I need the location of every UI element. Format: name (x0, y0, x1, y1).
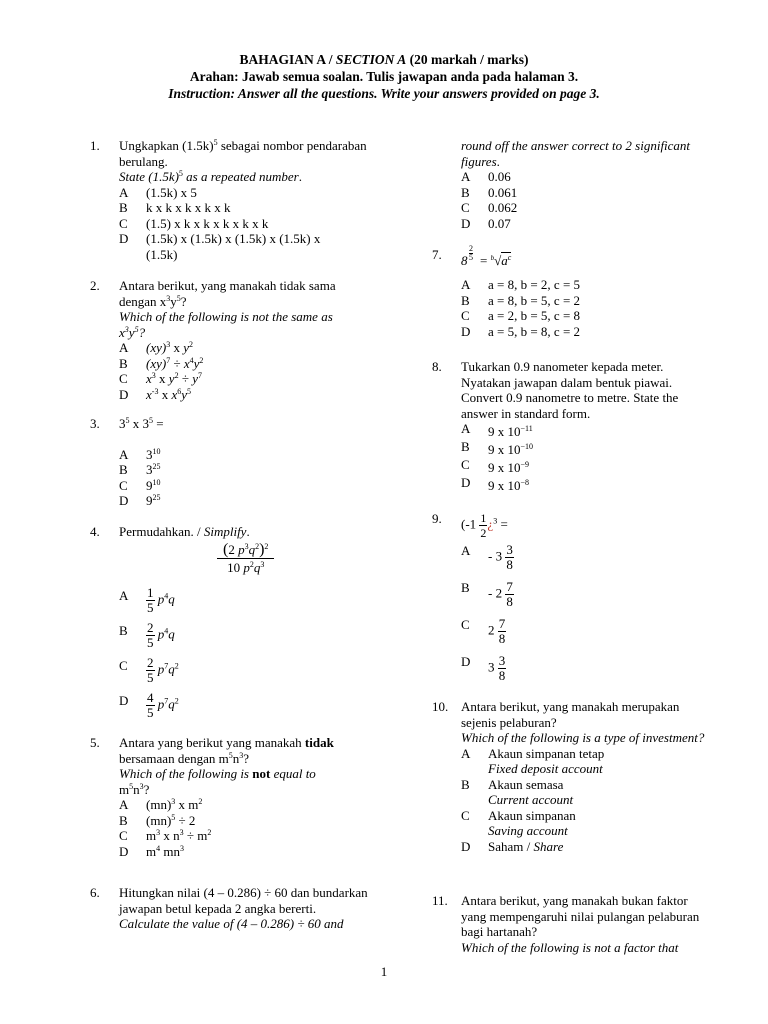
option-d[interactable]: D a = 5, b = 8, c = 2 (461, 323, 581, 339)
question-number: 4. (90, 524, 100, 539)
question-6-bm: Hitungkan nilai (4 – 0.286) ÷ 60 dan bundarkan jawapan betul kepada 2 angka bererti. (119, 885, 368, 916)
option-c[interactable]: C 2 $\frac{7}{8}$ (461, 616, 506, 646)
option-c[interactable]: C a = 2, b = 5, c = 8 (461, 308, 581, 323)
option-c-en: Saving account (488, 823, 568, 838)
question-number: 10. (432, 699, 449, 714)
question-4-expression: $\frac{(2 p^3q^2)^2}{10 p^2q^3}$ (217, 542, 467, 588)
question-6-en-cont: round off the answer correct to 2 significant figures. (461, 138, 691, 169)
option-a[interactable]: A a = 8, b = 2, c = 5 (461, 277, 581, 292)
question-number: 1. (90, 138, 100, 153)
option-d[interactable]: D $x^{-3}$ x $x^6y^5$ (119, 386, 192, 402)
question-6-en: Calculate the value of (4 – 0.286) ÷ 60 and (119, 916, 344, 931)
option-c[interactable]: C 0.062 (461, 200, 518, 215)
option-c[interactable]: C Akaun simpanan (461, 807, 576, 823)
section-heading-en: SECTION A (335, 52, 407, 67)
question-5-en: Which of the following is not equal to (119, 766, 316, 781)
option-a[interactable]: A Akaun simpanan tetap (461, 745, 605, 761)
option-b[interactable]: B Akaun semasa (461, 776, 564, 792)
question-5-bm: Antara yang berikut yang manakah tidak bersamaan dengan $m^5n^3$? (119, 735, 334, 766)
question-10-en: Which of the following is a type of investment? (461, 730, 705, 745)
option-a[interactable]: A $3^{10}$ (119, 446, 161, 462)
option-d[interactable]: D Saham / Share (461, 838, 564, 854)
section-marks: (20 markah / marks) (406, 52, 529, 67)
instruction-bm: Arahan: Jawab semua soalan. Tulis jawapan anda pada halaman 3. (189, 69, 579, 84)
question-5-en-expr: $m^5n^3$? (119, 781, 150, 797)
question-9-stem: (-1 $\frac{1}{2}$ ¿$^3$ = (461, 511, 508, 540)
question-2-en-expr: $x^3y^5$? (119, 324, 146, 340)
option-b-en: Current account (488, 792, 574, 807)
question-3-stem: $3^5$ x $3^5$ = (119, 416, 164, 431)
question-11-en: Which of the following is not a factor that (461, 939, 679, 955)
option-d[interactable]: D $\frac{4}{5}$ $p^7q^2$ (119, 689, 179, 720)
option-c[interactable]: C $x^3$ x $y^2 \div y^7$ (119, 371, 202, 386)
left-column (90, 138, 390, 955)
option-a[interactable]: A (1.5k) x 5 (119, 184, 197, 200)
option-b[interactable]: B 9 x $10^{-10}$ (461, 439, 534, 457)
option-a[interactable]: A 9 x $10^{-11}$ (461, 421, 533, 439)
option-a-en: Fixed deposit account (488, 761, 603, 776)
question-8-stem: Tukarkan 0.9 nanometer kepada meter. Nyatakan jawapan dalam bentuk piawai. Convert 0.9 nanometre to metre. State the answer in standard form. (461, 359, 679, 421)
right-column (432, 138, 712, 963)
question-3 (90, 416, 390, 524)
option-a[interactable]: A (mn)$^3$ x $m^2$ (119, 797, 203, 812)
question-1-en: State $(1.5k)^5$ as a repeated number. (119, 169, 302, 184)
section-heading-bm: BAHAGIAN A / (239, 52, 336, 67)
question-2 (90, 278, 390, 416)
question-11 (432, 893, 712, 963)
option-b[interactable]: B $(xy)^7 \div x^4y^2$ (119, 355, 204, 371)
question-10 (432, 699, 712, 893)
option-d[interactable]: D $m^4$ $mn^3$ (119, 843, 184, 859)
option-c[interactable]: C $\frac{2}{5}$ $p^7q^2$ (119, 654, 179, 685)
question-4-stem: Permudahkan. / Simplify. (119, 524, 250, 539)
question-number: 5. (90, 735, 100, 750)
question-7 (432, 244, 712, 359)
option-d[interactable]: D 0.07 (461, 215, 511, 231)
question-6-continued (432, 138, 712, 247)
question-6 (90, 885, 390, 955)
option-d[interactable]: D $9^{25}$ (119, 493, 161, 508)
option-b[interactable]: B - 2 $\frac{7}{8}$ (461, 579, 513, 609)
option-c[interactable]: C 9 x $10^{-9}$ (461, 457, 530, 475)
question-1-bm: Ungkapkan $(1.5k)^5$ sebagai nombor pendaraban berulang. (119, 138, 367, 169)
question-9 (432, 511, 712, 699)
option-b[interactable]: B $\frac{2}{5}$ $p^4q$ (119, 619, 175, 650)
question-number: 11. (432, 893, 448, 908)
option-a[interactable]: A - 3 $\frac{3}{8}$ (461, 542, 513, 572)
question-number: 2. (90, 278, 100, 293)
question-5 (90, 735, 390, 885)
page-number: 1 (380, 964, 388, 979)
option-b[interactable]: B k x k x k x k x k (119, 200, 231, 215)
option-a[interactable]: A $\frac{1}{5}$ $p^4q$ (119, 584, 175, 615)
option-c[interactable]: C $9^{10}$ (119, 477, 161, 493)
section-heading (0, 52, 768, 68)
question-2-en: Which of the following is not the same as (119, 309, 333, 324)
option-d[interactable]: D (1.5k) x (1.5k) x (1.5k) x (1.5k) x (119, 231, 321, 246)
question-number: 6. (90, 885, 100, 900)
option-d[interactable]: D 9 x $10^{-8}$ (461, 475, 530, 493)
option-c[interactable]: C $m^3$ x $n^3 \div m^2$ (119, 828, 212, 843)
question-number: 8. (432, 359, 442, 374)
question-number: 3. (90, 416, 100, 431)
instruction-en: Instruction: Answer all the questions. Write your answers provided on page 3. (168, 86, 600, 101)
option-d[interactable]: D 3 $\frac{3}{8}$ (461, 653, 506, 683)
question-1 (90, 138, 390, 278)
option-b[interactable]: B (mn)$^5$ ÷ 2 (119, 812, 196, 828)
option-b[interactable]: B $3^{25}$ (119, 462, 161, 477)
question-4 (90, 524, 390, 735)
option-c[interactable]: C (1.5) x k x k x k x k x k (119, 215, 269, 231)
question-7-stem: 8 2 5 = $^b√a^c$ (461, 244, 512, 268)
question-number: 9. (432, 511, 442, 526)
question-11-bm: Antara berikut, yang manakah bukan faktor yang mempengaruhi nilai pulangan pelaburan bagi hartanah? (461, 893, 700, 939)
option-a[interactable]: A 0.06 (461, 169, 511, 184)
question-2-bm: Antara berikut, yang manakah tidak sama dengan $x^3y^5$? (119, 278, 336, 309)
question-8 (432, 359, 712, 511)
question-number: 7. (432, 247, 442, 262)
option-d-cont: (1.5k) (146, 246, 178, 262)
question-10-bm: Antara berikut, yang manakah merupakan sejenis pelaburan? (461, 699, 680, 730)
option-a[interactable]: A (xy)$^3$ x $y^2$ (119, 340, 193, 355)
option-b[interactable]: B a = 8, b = 5, c = 2 (461, 292, 581, 308)
option-b[interactable]: B 0.061 (461, 184, 518, 200)
